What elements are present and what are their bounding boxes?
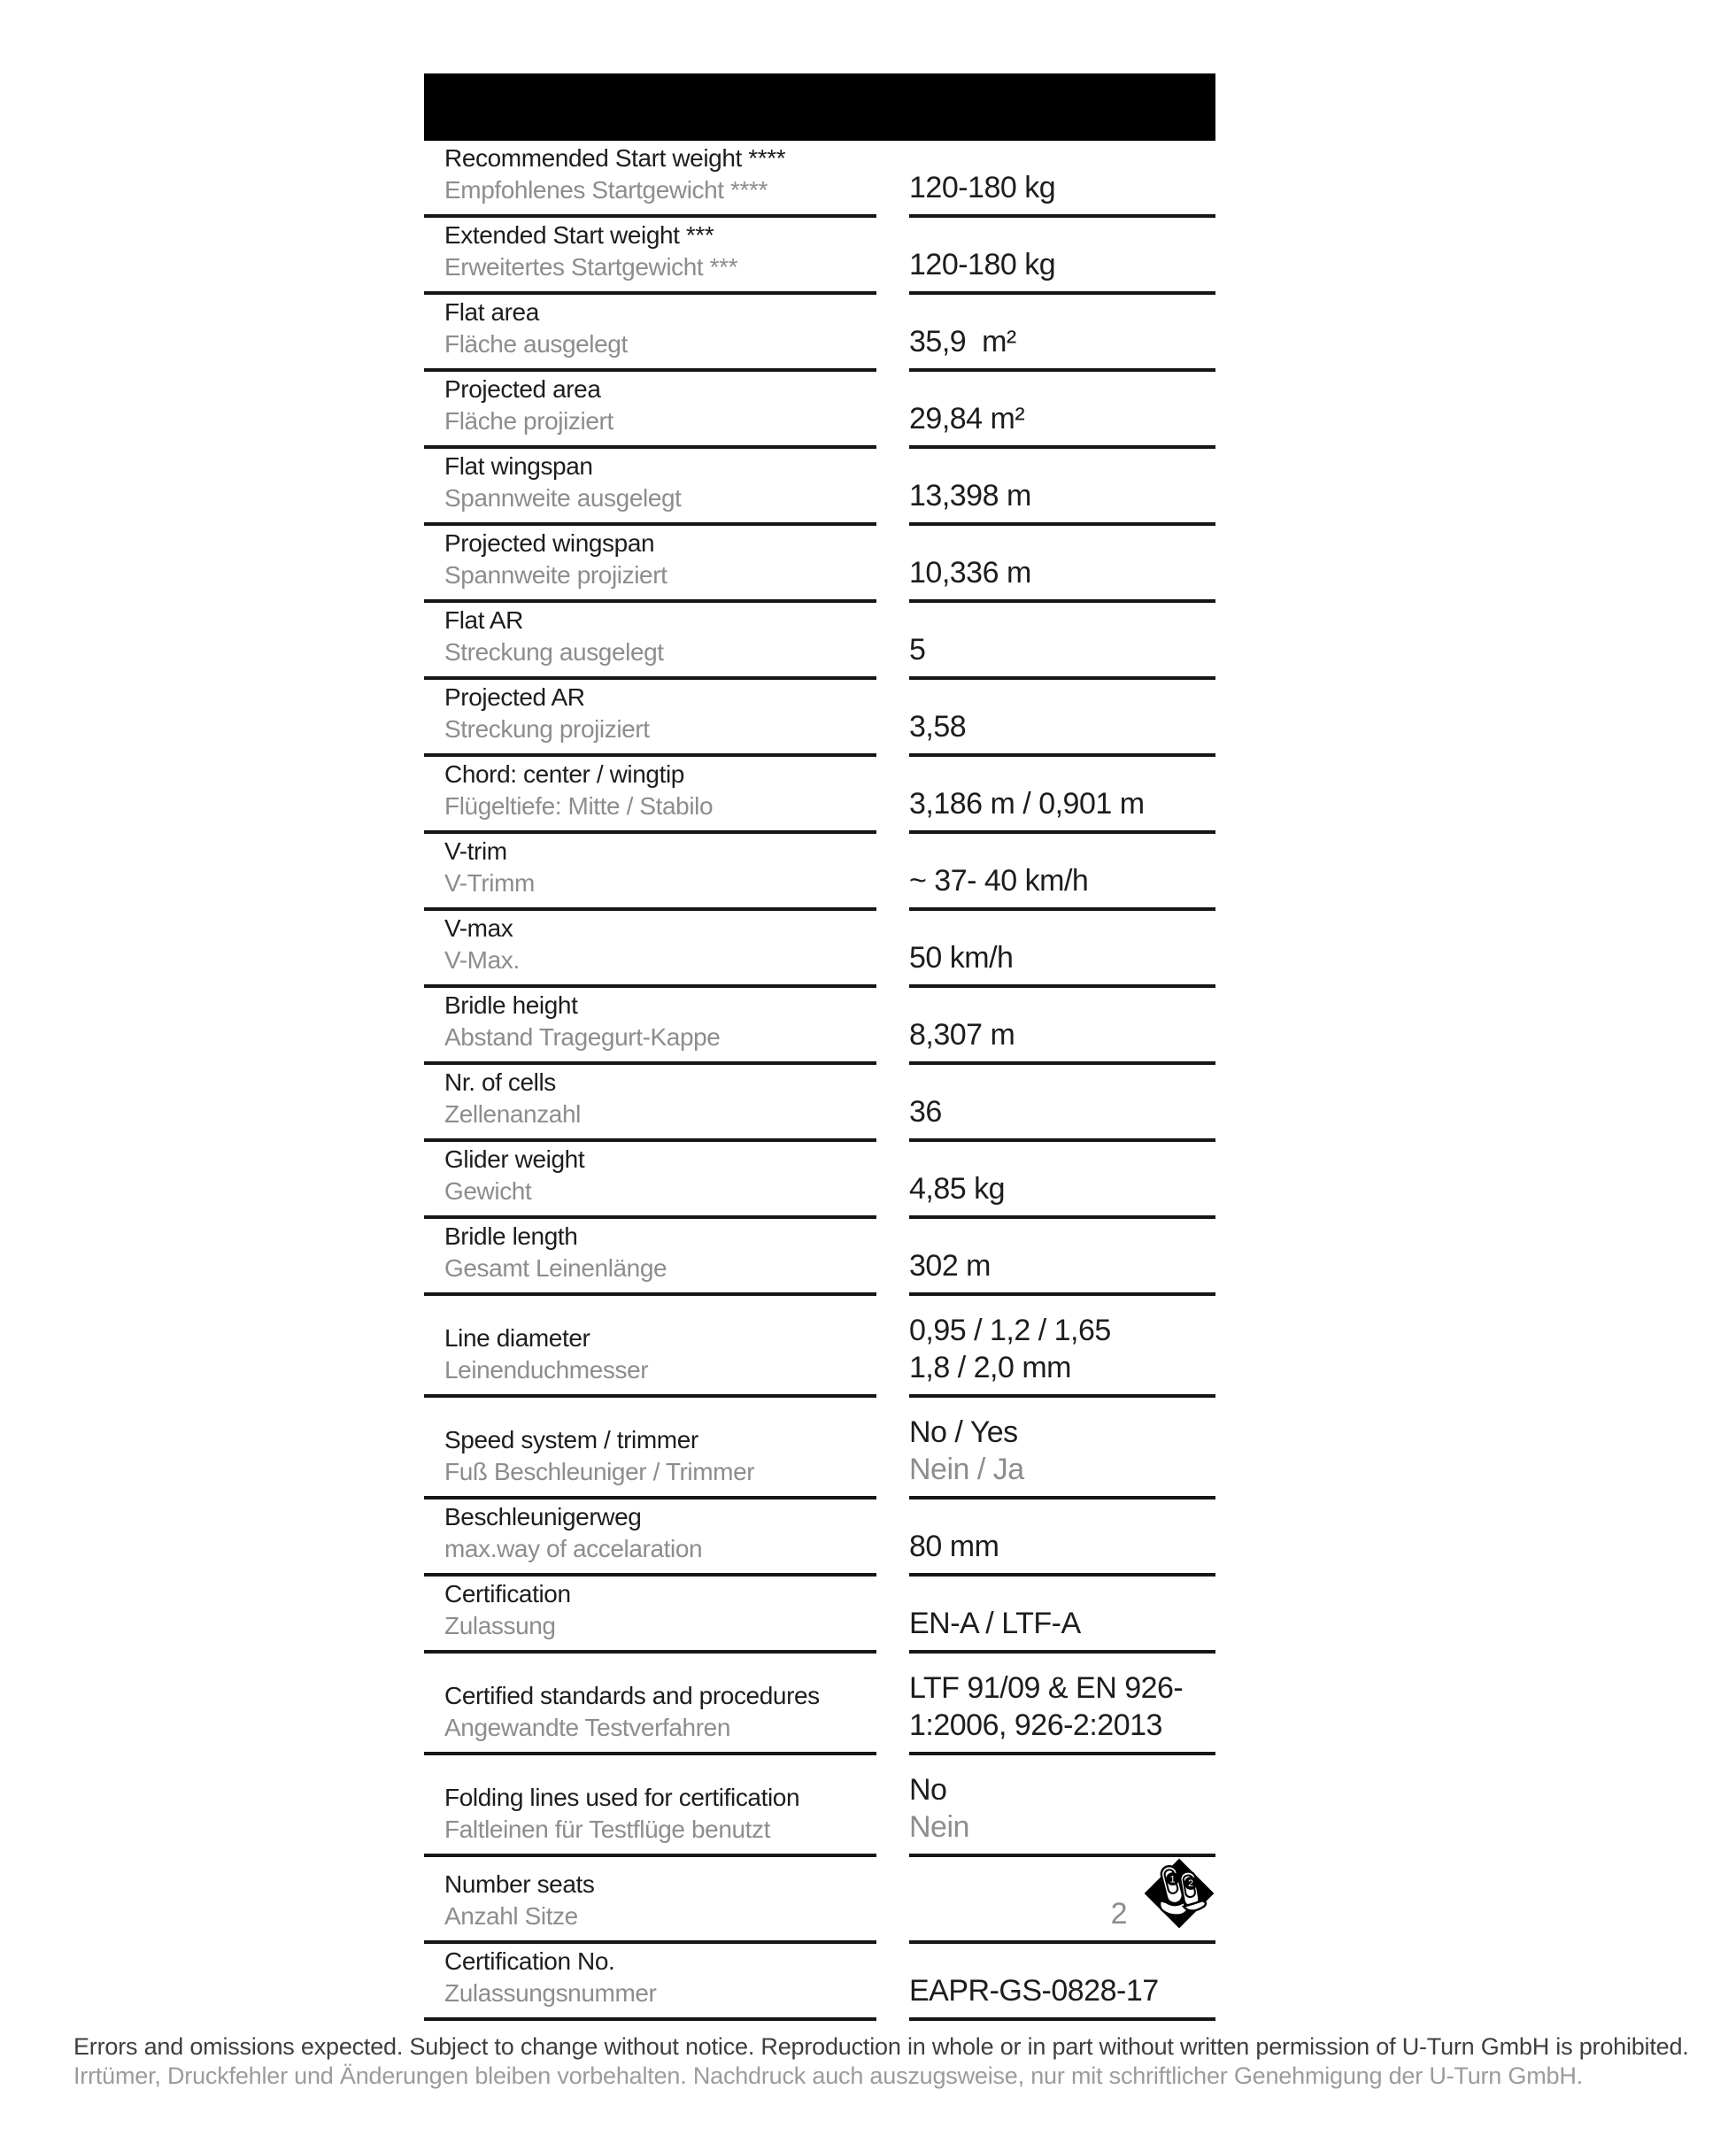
- spec-row: [424, 1219, 1215, 1296]
- spec-label-cell: [424, 1755, 876, 1857]
- spec-value-cell: [909, 1944, 1215, 2021]
- table-header-bar: [424, 73, 1215, 141]
- spec-row: [424, 449, 1215, 526]
- spec-value: 10,336 m: [909, 556, 1031, 590]
- spec-value-line2: Nein: [909, 1810, 969, 1844]
- spec-row: [424, 372, 1215, 449]
- spec-value-cell: [909, 1296, 1215, 1398]
- spec-label-cell: [424, 1398, 876, 1500]
- spec-row: [424, 1944, 1215, 2021]
- label-de: Angewandte Testverfahren: [444, 1714, 730, 1741]
- spec-label-cell: [424, 988, 876, 1065]
- spec-value-cell: [909, 218, 1215, 295]
- label-en: Recommended Start weight ****: [444, 144, 786, 172]
- label-en: Line diameter: [444, 1324, 590, 1352]
- spec-value: 120-180 kg: [909, 171, 1056, 204]
- spec-label-cell: [424, 1500, 876, 1577]
- label-en: Projected area: [444, 375, 601, 403]
- spec-row: [424, 1500, 1215, 1577]
- label-en: Certified standards and procedures: [444, 1682, 820, 1709]
- spec-row: [424, 1398, 1215, 1500]
- label-en: Certification No.: [444, 1947, 615, 1975]
- spec-value: No: [909, 1773, 947, 1807]
- spec-value: 302 m: [909, 1249, 991, 1283]
- spec-row: [424, 757, 1215, 834]
- label-de: V-Trimm: [444, 869, 535, 897]
- spec-row: [424, 834, 1215, 911]
- spec-value-cell: [909, 1857, 1215, 1944]
- spec-label-cell: [424, 141, 876, 218]
- spec-row: [424, 988, 1215, 1065]
- spec-value-cell: [909, 1577, 1215, 1654]
- spec-label-cell: [424, 1944, 876, 2021]
- label-en: V-max: [444, 914, 513, 942]
- label-en: Glider weight: [444, 1145, 585, 1173]
- spec-value: ~ 37- 40 km/h: [909, 864, 1089, 898]
- label-de: Gewicht: [444, 1177, 532, 1205]
- spec-row: [424, 141, 1215, 218]
- spec-value: 13,398 m: [909, 479, 1031, 513]
- spec-value-cell: [909, 526, 1215, 603]
- spec-label-cell: [424, 757, 876, 834]
- spec-value: 80 mm: [909, 1530, 999, 1563]
- spec-label-cell: [424, 526, 876, 603]
- spec-value-cell: [909, 1654, 1215, 1755]
- disclaimer-de: Irrtümer, Druckfehler und Änderungen bleiben vorbehalten. Nachdruck auch auszugsweise, nur mit schriftlicher Genehmigung der U-Turn GmbH.: [73, 2062, 1583, 2089]
- spec-row: [424, 1857, 1215, 1944]
- label-en: Beschleunigerweg: [444, 1503, 642, 1530]
- seat-number-1: 1: [1169, 1874, 1176, 1885]
- spec-label-cell: [424, 1296, 876, 1398]
- spec-value-cell: [909, 372, 1215, 449]
- spec-value-cell: [909, 1500, 1215, 1577]
- spec-value: 5: [909, 633, 926, 667]
- spec-row: [424, 218, 1215, 295]
- spec-row: [424, 1654, 1215, 1755]
- label-en: Projected AR: [444, 683, 585, 711]
- label-de: Abstand Tragegurt-Kappe: [444, 1023, 721, 1051]
- spec-value-line2: 1,8 / 2,0 mm: [909, 1351, 1071, 1384]
- spec-value: 35,9 m²: [909, 325, 1016, 358]
- spec-value: 50 km/h: [909, 941, 1014, 975]
- label-de: Zulassung: [444, 1612, 556, 1639]
- spec-value: 36: [909, 1095, 942, 1129]
- spec-value-line2: 1:2006, 926-2:2013: [909, 1708, 1162, 1742]
- label-de: Flügeltiefe: Mitte / Stabilo: [444, 792, 714, 820]
- spec-value-line2: Nein / Ja: [909, 1453, 1024, 1486]
- spec-value: No / Yes: [909, 1415, 1018, 1449]
- label-de: Erweitertes Startgewicht ***: [444, 253, 738, 281]
- spec-label-cell: [424, 449, 876, 526]
- label-de: Gesamt Leinenlänge: [444, 1254, 667, 1282]
- spec-row: [424, 680, 1215, 757]
- spec-label-cell: [424, 1857, 876, 1944]
- label-de: Spannweite projiziert: [444, 561, 667, 589]
- spec-value-cell: [909, 1755, 1215, 1857]
- spec-value: 8,307 m: [909, 1018, 1015, 1052]
- label-de: Zellenanzahl: [444, 1100, 581, 1128]
- spec-row: [424, 1142, 1215, 1219]
- spec-row: [424, 603, 1215, 680]
- label-en: Speed system / trimmer: [444, 1426, 698, 1453]
- label-de: Fläche projiziert: [444, 407, 613, 435]
- spec-value-cell: [909, 1219, 1215, 1296]
- label-en: Flat area: [444, 298, 539, 326]
- spec-value-cell: [909, 988, 1215, 1065]
- label-de: Fläche ausgelegt: [444, 330, 628, 358]
- spec-value-cell: [909, 1398, 1215, 1500]
- spec-value: 3,186 m / 0,901 m: [909, 787, 1145, 821]
- spec-value: 2: [1110, 1897, 1127, 1931]
- spec-row: [424, 1577, 1215, 1654]
- spec-label-cell: [424, 218, 876, 295]
- spec-label-cell: [424, 1219, 876, 1296]
- spec-label-cell: [424, 372, 876, 449]
- label-en: V-trim: [444, 837, 507, 865]
- spec-table: [424, 73, 1215, 2021]
- spec-label-cell: [424, 603, 876, 680]
- label-de: Fuß Beschleuniger / Trimmer: [444, 1458, 755, 1485]
- spec-row: [424, 911, 1215, 988]
- label-en: Bridle length: [444, 1222, 578, 1250]
- spec-value: EN-A / LTF-A: [909, 1607, 1081, 1640]
- spec-value: 3,58: [909, 710, 967, 744]
- label-en: Chord: center / wingtip: [444, 760, 684, 788]
- label-en: Flat AR: [444, 606, 524, 634]
- label-en: Folding lines used for certification: [444, 1784, 800, 1811]
- spec-value: LTF 91/09 & EN 926-: [909, 1671, 1184, 1705]
- label-de: V-Max.: [444, 946, 520, 974]
- label-de: Leinenduchmesser: [444, 1356, 649, 1384]
- spec-value-cell: [909, 911, 1215, 988]
- label-en: Nr. of cells: [444, 1068, 556, 1096]
- spec-value: 4,85 kg: [909, 1172, 1006, 1206]
- spec-value: 0,95 / 1,2 / 1,65: [909, 1314, 1111, 1347]
- label-de: Streckung ausgelegt: [444, 638, 664, 666]
- spec-row: [424, 295, 1215, 372]
- spec-row: [424, 1296, 1215, 1398]
- spec-value-cell: [909, 1142, 1215, 1219]
- spec-value-cell: [909, 295, 1215, 372]
- label-de: Empfohlenes Startgewicht ****: [444, 176, 768, 204]
- footer-disclaimer: [73, 2032, 1720, 2091]
- spec-value-cell: [909, 603, 1215, 680]
- spec-label-cell: [424, 834, 876, 911]
- spec-row: [424, 526, 1215, 603]
- label-en: Number seats: [444, 1870, 595, 1898]
- spec-label-cell: [424, 295, 876, 372]
- spec-value: EAPR-GS-0828-17: [909, 1974, 1159, 2008]
- label-de: Spannweite ausgelegt: [444, 484, 682, 512]
- spec-label-cell: [424, 1577, 876, 1654]
- seat-number-2: 2: [1188, 1878, 1194, 1890]
- label-de: Anzahl Sitze: [444, 1902, 578, 1930]
- spec-value: 120-180 kg: [909, 248, 1056, 281]
- label-en: Bridle height: [444, 991, 578, 1019]
- spec-value-cell: [909, 680, 1215, 757]
- spec-value-cell: [909, 141, 1215, 218]
- label-en: Flat wingspan: [444, 452, 593, 480]
- spec-label-cell: [424, 680, 876, 757]
- label-de: Streckung projiziert: [444, 715, 650, 743]
- spec-value-cell: [909, 1065, 1215, 1142]
- spec-row: [424, 1065, 1215, 1142]
- spec-label-cell: [424, 1065, 876, 1142]
- label-en: Projected wingspan: [444, 529, 655, 557]
- label-de: max.way of accelaration: [444, 1535, 703, 1562]
- label-de: Faltleinen für Testflüge benutzt: [444, 1816, 771, 1843]
- spec-row: [424, 1755, 1215, 1857]
- spec-value: 29,84 m²: [909, 402, 1025, 436]
- label-de: Zulassungsnummer: [444, 1979, 657, 2007]
- spec-label-cell: [424, 1654, 876, 1755]
- tandem-seats-icon: [1143, 1857, 1215, 1930]
- spec-value-cell: [909, 834, 1215, 911]
- label-en: Extended Start weight ***: [444, 221, 714, 249]
- spec-value-cell: [909, 757, 1215, 834]
- spec-value-cell: [909, 449, 1215, 526]
- spec-label-cell: [424, 1142, 876, 1219]
- disclaimer-en: Errors and omissions expected. Subject to change without notice. Reproduction in whole or in part without written permission of U-Turn GmbH is prohibited.: [73, 2033, 1689, 2060]
- spec-label-cell: [424, 911, 876, 988]
- label-en: Certification: [444, 1580, 571, 1607]
